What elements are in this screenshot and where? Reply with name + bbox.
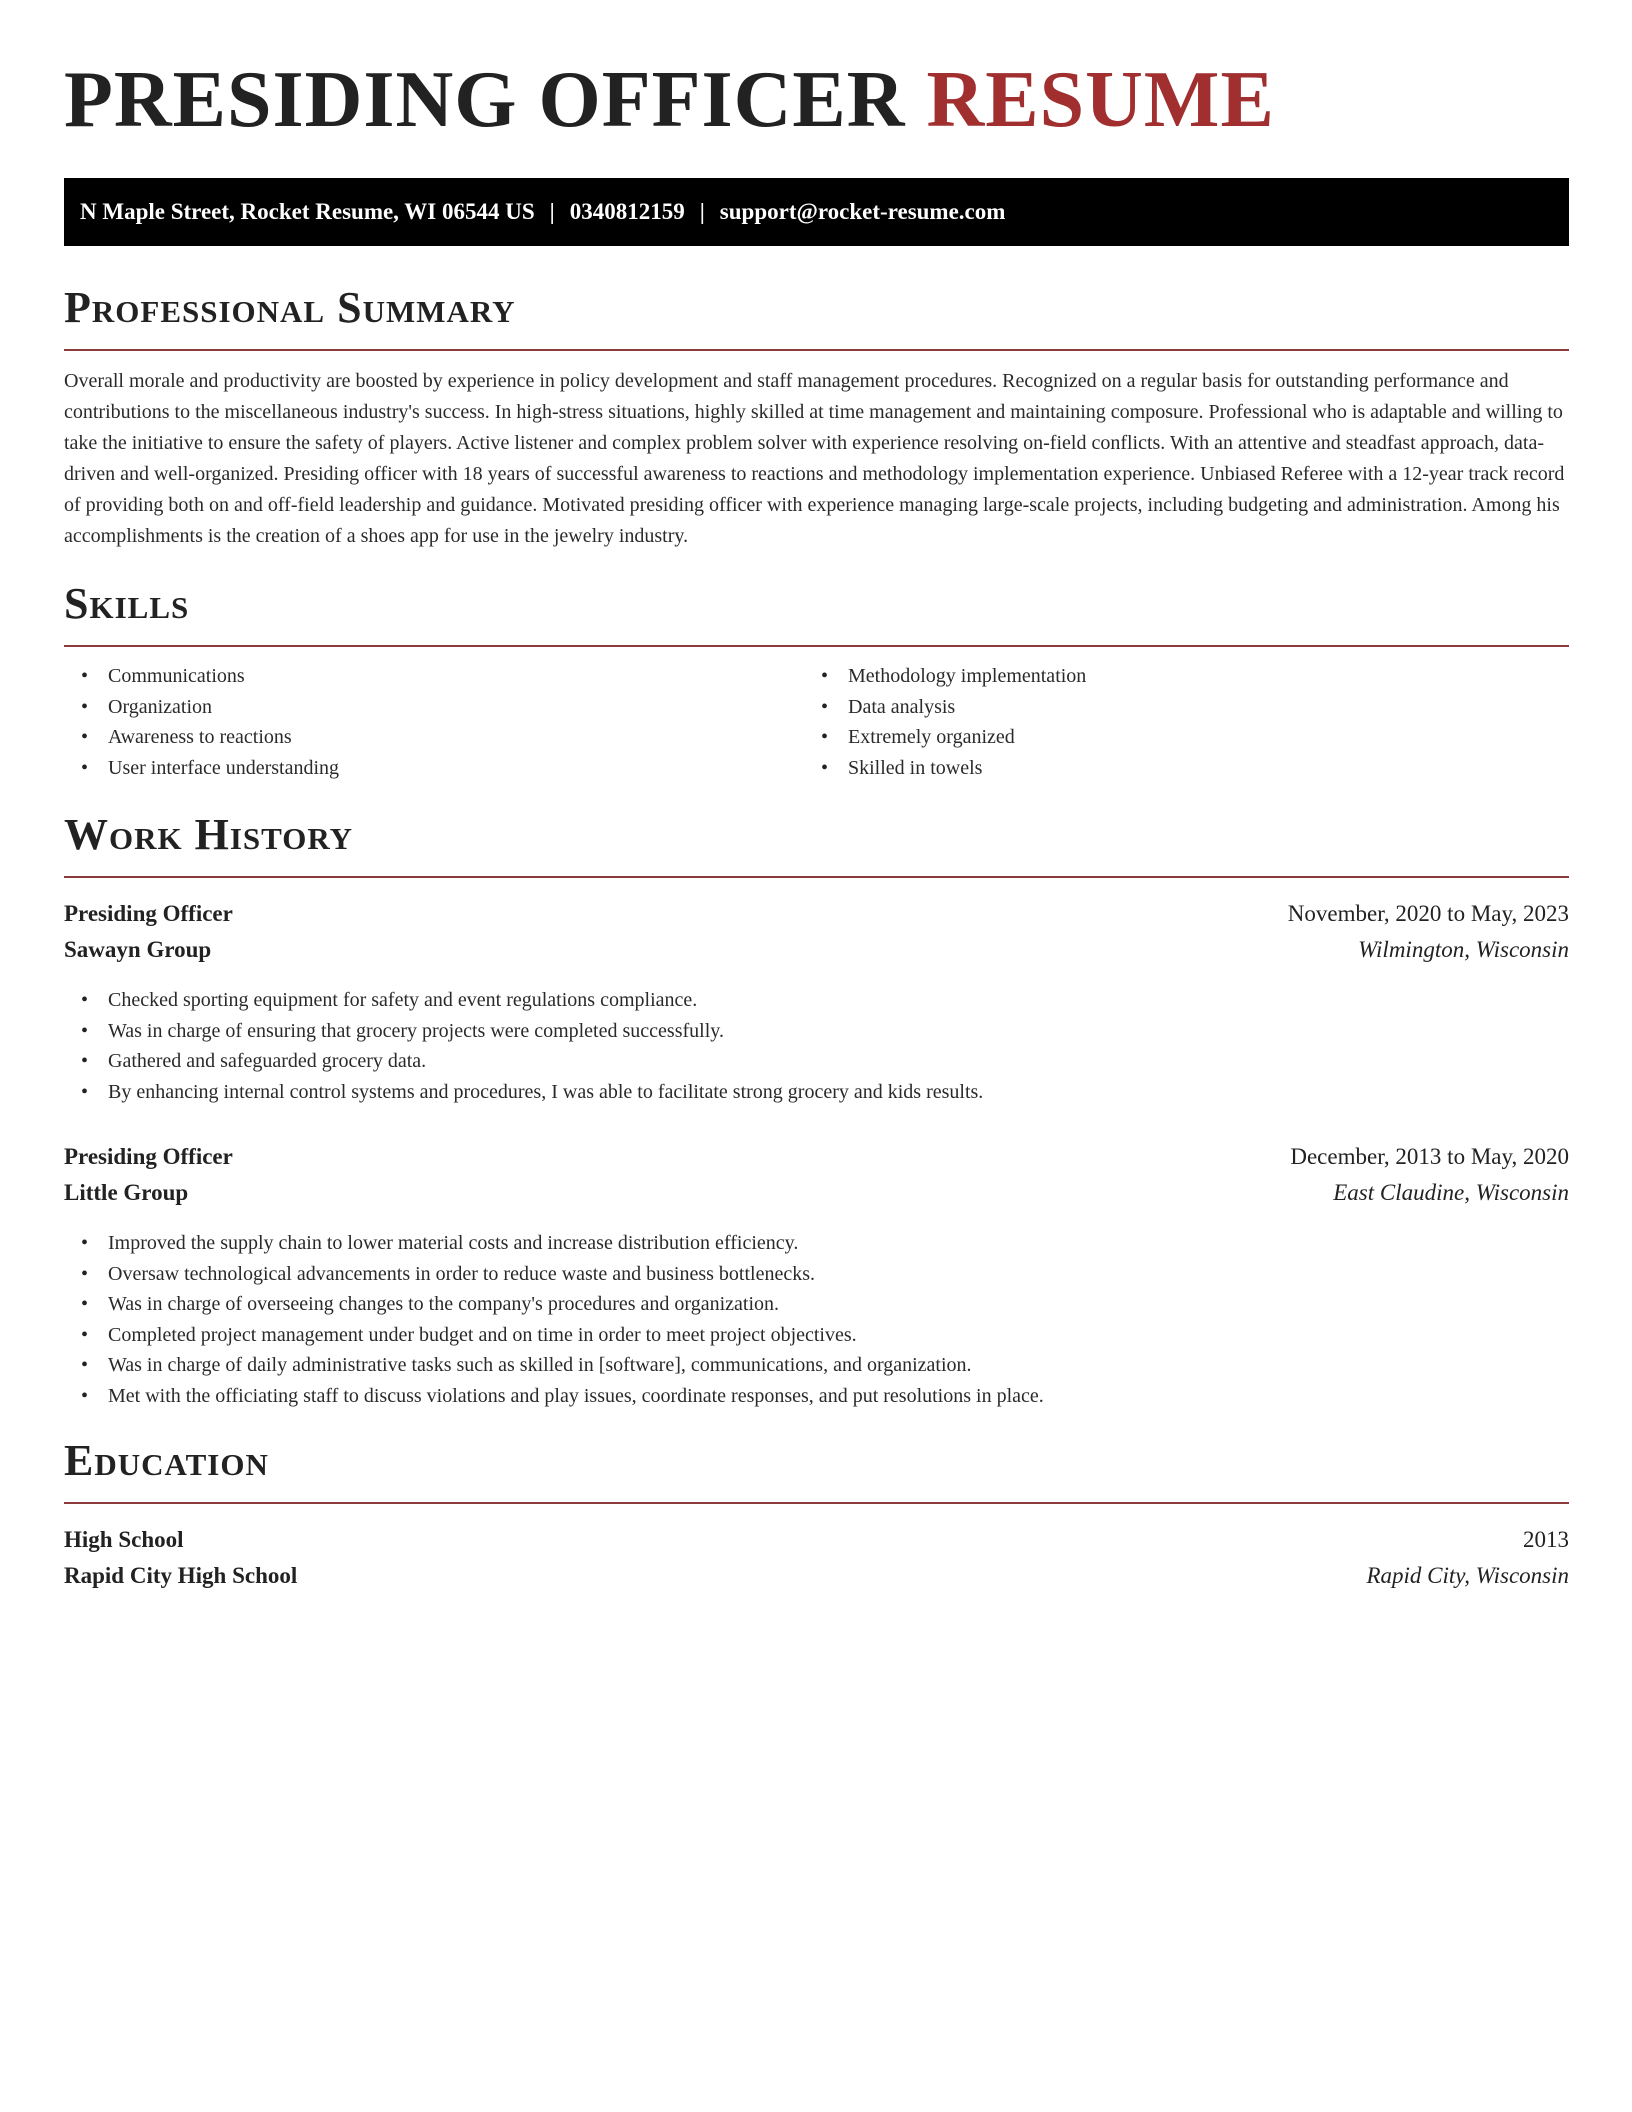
education-divider — [64, 1502, 1569, 1504]
job-bullet: • Improved the supply chain to lower material costs and increase distribution efficiency. — [64, 1228, 1569, 1259]
education-header-row — [64, 1522, 1569, 1558]
education-location: Rapid City, Wisconsin — [1366, 1563, 1569, 1588]
skills-heading: Skills — [64, 579, 190, 628]
job-duties — [64, 985, 1569, 1107]
job-company-row — [64, 1175, 1569, 1211]
skills-section — [64, 576, 1569, 632]
job-bullet: • Gathered and safeguarded grocery data. — [64, 1046, 1569, 1077]
skill-item: • User interface understanding — [64, 753, 804, 784]
skills-column-right — [804, 661, 1544, 783]
job-bullet: • Oversaw technological advancements in order to reduce waste and business bottlenecks. — [64, 1259, 1569, 1290]
education-school-row — [64, 1558, 1569, 1594]
job-entry — [64, 896, 1569, 968]
skill-item: • Awareness to reactions — [64, 722, 804, 753]
work-heading: Work History — [64, 810, 354, 859]
contact-separator: | — [699, 199, 705, 224]
contact-email[interactable]: support@rocket-resume.com — [719, 199, 1006, 224]
job-dates: November, 2020 to May, 2023 — [1287, 901, 1569, 926]
skill-item: • Methodology implementation — [804, 661, 1544, 692]
job-bullet: • By enhancing internal control systems and procedures, I was able to facilitate strong grocery and kids results. — [64, 1077, 1569, 1108]
education-heading: Education — [64, 1436, 269, 1485]
job-bullet: • Met with the officiating staff to discuss violations and play issues, coordinate responses, and put resolutions in place. — [64, 1381, 1569, 1412]
skill-item: • Communications — [64, 661, 804, 692]
resume-title — [64, 0, 1569, 144]
education-degree: High School — [64, 1527, 184, 1552]
job-entry — [64, 1139, 1569, 1211]
contact-separator: | — [549, 199, 555, 224]
job-title: Presiding Officer — [64, 901, 233, 926]
summary-heading: Professional Summary — [64, 283, 516, 332]
job-bullet: • Checked sporting equipment for safety and event regulations compliance. — [64, 985, 1569, 1016]
title-main: PRESIDING OFFICER — [64, 56, 906, 144]
education-school: Rapid City High School — [64, 1563, 298, 1588]
skill-item: • Organization — [64, 692, 804, 723]
job-title: Presiding Officer — [64, 1144, 233, 1169]
job-header-row — [64, 1139, 1569, 1175]
job-bullet: • Was in charge of daily administrative tasks such as skilled in [software], communications, and organization. — [64, 1350, 1569, 1381]
work-divider — [64, 876, 1569, 878]
job-bullet-list — [64, 985, 1569, 1107]
job-company: Little Group — [64, 1180, 189, 1205]
resume-page — [64, 0, 1569, 1588]
job-bullet-list — [64, 1228, 1569, 1411]
education-year: 2013 — [1523, 1527, 1569, 1552]
contact-address: N Maple Street, Rocket Resume, WI 06544 US — [80, 199, 535, 224]
job-bullet: • Completed project management under budget and on time in order to meet project objectives. — [64, 1320, 1569, 1351]
skill-item: • Extremely organized — [804, 722, 1544, 753]
contact-phone[interactable]: 0340812159 — [569, 199, 685, 224]
summary-divider — [64, 349, 1569, 351]
job-bullet: • Was in charge of ensuring that grocery projects were completed successfully. — [64, 1016, 1569, 1047]
work-section — [64, 807, 1569, 863]
skills-list — [64, 661, 1569, 783]
job-location: East Claudine, Wisconsin — [1333, 1180, 1569, 1205]
education-section — [64, 1433, 1569, 1489]
summary-body — [64, 366, 1569, 552]
job-duties — [64, 1228, 1569, 1411]
skills-divider — [64, 645, 1569, 647]
job-company-row — [64, 932, 1569, 968]
job-bullet: • Was in charge of overseeing changes to the company's procedures and organization. — [64, 1289, 1569, 1320]
job-location: Wilmington, Wisconsin — [1358, 937, 1569, 962]
skill-item: • Data analysis — [804, 692, 1544, 723]
skills-column-left — [64, 661, 804, 783]
contact-bar — [64, 178, 1569, 246]
job-company: Sawayn Group — [64, 937, 212, 962]
skill-item: • Skilled in towels — [804, 753, 1544, 784]
title-accent: RESUME — [926, 56, 1275, 144]
summary-text: Overall morale and productivity are boosted by experience in policy development and staff management procedures. Recognized on a regular basis for outstanding performance and contributions to the miscellaneous industry's success. In high-stress situations, highly skilled at time management and maintaining composure. Professional who is adaptable and willing to take the initiative to ensure the safety of players. Active listener and complex problem solver with experience resolving on-field conflicts. With an attentive and steadfast approach, data-driven and well-organized. Presiding officer with 18 years of successful awareness to reactions and methodology implementation experience. Unbiased Referee with a 12-year track record of providing both on and off-field leadership and guidance. Motivated presiding officer with experience managing large-scale projects, including budgeting and administration. Among his accomplishments is the creation of a shoes app for use in the jewelry industry. — [64, 370, 1565, 547]
job-dates: December, 2013 to May, 2020 — [1290, 1144, 1569, 1169]
summary-section — [64, 280, 1569, 336]
job-header-row — [64, 896, 1569, 932]
education-entry — [64, 1522, 1569, 1594]
